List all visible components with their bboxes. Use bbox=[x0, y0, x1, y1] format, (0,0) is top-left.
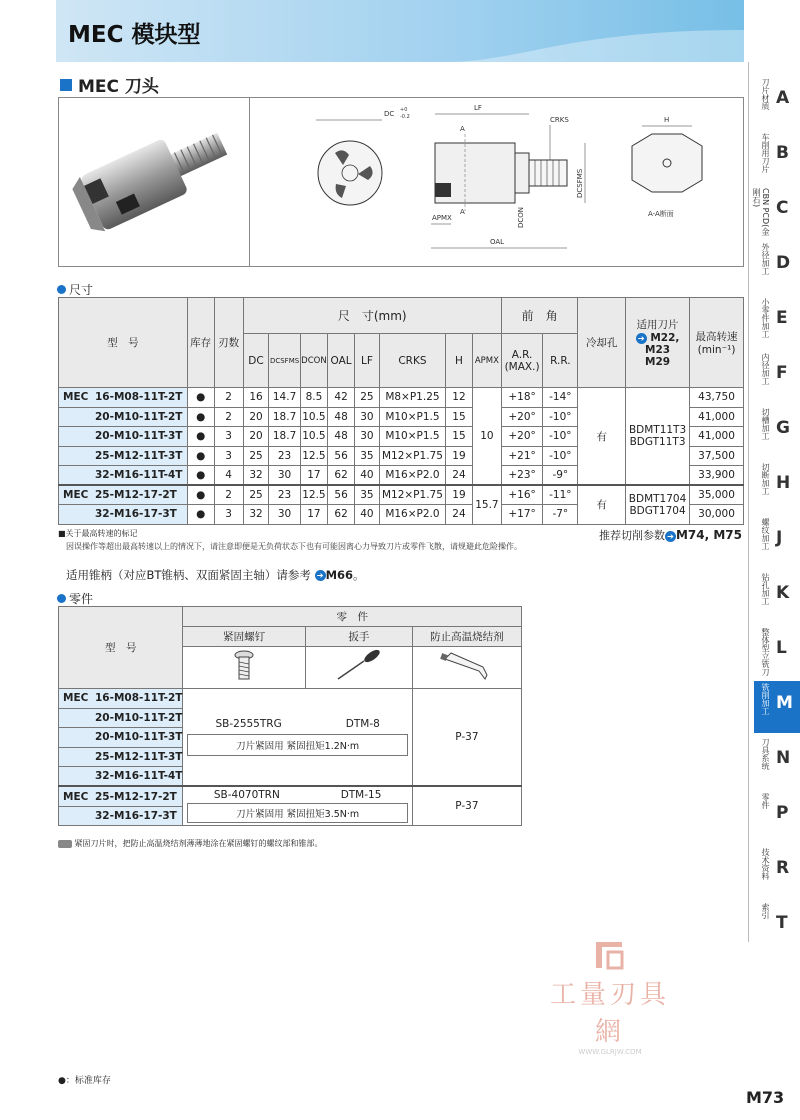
cell-oal: 48 bbox=[328, 427, 355, 447]
model-cell: MEC 16-M08-11T-2T bbox=[59, 689, 183, 709]
svg-text:DC: DC bbox=[384, 110, 395, 118]
table-row bbox=[59, 485, 744, 505]
cell-z: 2 bbox=[214, 407, 243, 427]
side-tab-g[interactable]: 切槽加工 G bbox=[761, 408, 790, 440]
cell-dc: 32 bbox=[243, 505, 269, 525]
cell-lf: 30 bbox=[355, 427, 380, 447]
parts-col-screw: 紧固螺钉 bbox=[183, 627, 305, 647]
cell-dc: 16 bbox=[243, 388, 269, 408]
svg-text:-0.2: -0.2 bbox=[400, 114, 410, 120]
cell-dcon: 12.5 bbox=[300, 446, 327, 466]
svg-text:A: A bbox=[460, 125, 465, 133]
cell-ar: +23° bbox=[501, 466, 542, 486]
cell-h: 24 bbox=[446, 505, 473, 525]
side-tab-c[interactable]: CBN PCD(金刚石) C bbox=[752, 188, 789, 236]
antiseize-image-cell bbox=[412, 647, 521, 689]
cell-lf: 35 bbox=[355, 485, 380, 505]
svg-text:A-A断面: A-A断面 bbox=[648, 210, 674, 218]
cell-oal: 56 bbox=[328, 485, 355, 505]
cell-dcon: 17 bbox=[300, 505, 327, 525]
model-cell: MEC 16-M08-11T-2T bbox=[59, 388, 188, 408]
cell-coolant: 有 bbox=[578, 485, 626, 524]
cell-dcsfms: 23 bbox=[269, 485, 300, 505]
screw-icon bbox=[232, 649, 256, 683]
watermark: 工量刃具網 WWW.GLRJW.COM bbox=[540, 940, 680, 1056]
cell-stock: ● bbox=[187, 485, 214, 505]
cell-crks: M16×P2.0 bbox=[379, 466, 445, 486]
col-teeth: 刃数 bbox=[214, 298, 243, 388]
model-cell: 25-M12-11T-3T bbox=[59, 747, 183, 767]
recommend-params: 推荐切削参数 ➔ M74, M75 bbox=[598, 528, 742, 542]
svg-text:DCSFMS: DCSFMS bbox=[576, 168, 584, 198]
side-tab-l[interactable]: 整体型立铣刀 L bbox=[761, 628, 787, 676]
dims-body bbox=[59, 388, 744, 525]
screw-wrench-cell: SB-2555TRG DTM-8 刀片紧固用 紧固扭矩1.2N·m bbox=[183, 689, 412, 787]
cell-insert: BDMT1704 BDGT1704 bbox=[625, 485, 689, 524]
cell-ar: +20° bbox=[501, 407, 542, 427]
cell-dcsfms: 18.7 bbox=[269, 427, 300, 447]
parts-table bbox=[58, 606, 522, 826]
cell-z: 2 bbox=[214, 388, 243, 408]
cell-speed: 37,500 bbox=[690, 446, 744, 466]
cell-speed: 33,900 bbox=[690, 466, 744, 486]
speed-warning: 因误操作等超出最高转速以上的情况下，请注意即便是无负荷状态下也有可能因离心力导致刀片或零件飞散，请规避此危险操作。 bbox=[66, 542, 522, 551]
cell-dcon: 17 bbox=[300, 466, 327, 486]
cell-dcon: 8.5 bbox=[300, 388, 327, 408]
model-cell: 20-M10-11T-3T bbox=[59, 728, 183, 748]
cell-dcon: 10.5 bbox=[300, 407, 327, 427]
wrench-icon bbox=[334, 649, 384, 683]
svg-text:CRKS: CRKS bbox=[550, 116, 569, 124]
side-tab-t[interactable]: 索引 T bbox=[761, 903, 788, 933]
cell-rr: -10° bbox=[543, 427, 578, 447]
cell-rr: -10° bbox=[543, 407, 578, 427]
model-cell: MEC 25-M12-17-2T bbox=[59, 485, 188, 505]
cell-crks: M16×P2.0 bbox=[379, 505, 445, 525]
cell-h: 19 bbox=[446, 485, 473, 505]
page-header bbox=[56, 0, 744, 62]
cell-ar: +16° bbox=[501, 485, 542, 505]
standard-stock-legend: ●：标准库存 bbox=[58, 1076, 111, 1086]
cell-lf: 40 bbox=[355, 505, 380, 525]
svg-text:H: H bbox=[664, 116, 670, 124]
svg-text:A: A bbox=[460, 208, 465, 216]
cell-ar: +18° bbox=[501, 388, 542, 408]
wrench-image-cell bbox=[305, 647, 412, 689]
model-cell: 32-M16-17-3T bbox=[59, 505, 188, 525]
col-speed: 最高转速 (min⁻¹) bbox=[690, 298, 744, 388]
svg-text:APMX: APMX bbox=[432, 214, 452, 222]
screw-image-cell bbox=[183, 647, 305, 689]
cell-h: 24 bbox=[446, 466, 473, 486]
cell-ar: +20° bbox=[501, 427, 542, 447]
cell-dcon: 10.5 bbox=[300, 427, 327, 447]
table-row bbox=[59, 689, 522, 709]
cell-dc: 25 bbox=[243, 485, 269, 505]
cell-stock: ● bbox=[187, 427, 214, 447]
cell-z: 2 bbox=[214, 485, 243, 505]
side-tab-a[interactable]: 刀片材质 A bbox=[761, 78, 790, 110]
tube-small-icon bbox=[58, 840, 72, 848]
cell-dc: 32 bbox=[243, 466, 269, 486]
cell-dc: 20 bbox=[243, 407, 269, 427]
side-tab-f[interactable]: 内径加工 F bbox=[761, 353, 788, 385]
parts-col-model: 型 号 bbox=[59, 607, 183, 689]
model-cell: 32-M16-17-3T bbox=[59, 806, 183, 826]
bullet-icon bbox=[57, 285, 66, 294]
cell-oal: 62 bbox=[328, 466, 355, 486]
parts-col-wrench: 扳手 bbox=[305, 627, 412, 647]
side-tab-r[interactable]: 技术资料 R bbox=[761, 848, 790, 880]
speed-mark-note: ■关于最高转速的标记 bbox=[58, 529, 138, 538]
cell-h: 15 bbox=[446, 407, 473, 427]
section-square-icon bbox=[60, 79, 72, 91]
svg-text:DCON: DCON bbox=[517, 206, 525, 228]
side-tab-p[interactable]: 零件 P bbox=[761, 793, 789, 823]
cell-dcsfms: 18.7 bbox=[269, 407, 300, 427]
parts-col-parts: 零 件 bbox=[183, 607, 522, 627]
cell-rr: -9° bbox=[543, 466, 578, 486]
model-cell: 25-M12-11T-3T bbox=[59, 446, 188, 466]
parts-body bbox=[59, 689, 522, 826]
cell-dcsfms: 30 bbox=[269, 505, 300, 525]
cell-rr: -11° bbox=[543, 485, 578, 505]
cell-lf: 30 bbox=[355, 407, 380, 427]
cell-crks: M10×P1.5 bbox=[379, 407, 445, 427]
col-angle: 前 角 bbox=[501, 298, 578, 334]
bullet-icon bbox=[57, 594, 66, 603]
col-dims: 尺 寸(mm) bbox=[243, 298, 501, 334]
cell-speed: 43,750 bbox=[690, 388, 744, 408]
cell-speed: 41,000 bbox=[690, 427, 744, 447]
cell-crks: M12×P1.75 bbox=[379, 446, 445, 466]
model-cell: 20-M10-11T-2T bbox=[59, 407, 188, 427]
page-number: M73 bbox=[746, 1088, 785, 1107]
cell-ar: +17° bbox=[501, 505, 542, 525]
table-row bbox=[59, 388, 744, 408]
col-coolant: 冷却孔 bbox=[578, 298, 626, 388]
model-cell: 20-M10-11T-3T bbox=[59, 427, 188, 447]
dimensions-table: 型 号 库存 刃数 尺 寸(mm) 前 角 冷却孔 适用刀片 ➔ M22, M23 M29 最高转速 (min⁻¹) DC DCSFMS DCON OAL LF CRKS H APMX A.R. (MAX.) R.R. MEC 16-M08-11T-2T ● 2 16 14.7 8.5 42 25 M8×P1.25 12 10 +18° -14° 有 BDMT11T3 BDGT11T3 43,750 20-M10-11T-2T ● 2 20 18.7 10.5 48 30 M10×P1.5 15 +20° -10° 41,000 20-M10-11T-3T ● 3 20 18.7 10.5 48 30 M10×P1.5 15 +20° -10° 41,000 25-M12-11T-3T ● 3 25 23 12.5 56 35 M12×P1.75 19 +21° -10° 37,500 32-M16-11T-4T ● 4 32 30 17 62 40 M16×P2.0 24 +23° -9° 33,900 MEC 25-M12-17-2T ● 2 25 23 12.5 56 35 M12×P1.75 19 15.7 +16° -11° 有 BDMT1704 BDGT1704 35,000 32-M16-17-3T ● 3 32 30 17 62 40 M16×P2.0 24 +17° -7° 30,000 bbox=[58, 297, 744, 525]
cell-crks: M12×P1.75 bbox=[379, 485, 445, 505]
side-tab-j[interactable]: 螺纹加工 J bbox=[761, 518, 783, 550]
cell-crks: M10×P1.5 bbox=[379, 427, 445, 447]
watermark-logo-icon bbox=[592, 940, 628, 970]
cell-h: 15 bbox=[446, 427, 473, 447]
cell-apmx: 10 bbox=[472, 388, 501, 486]
technical-drawing bbox=[249, 97, 744, 267]
cell-dcon: 12.5 bbox=[300, 485, 327, 505]
cell-z: 4 bbox=[214, 466, 243, 486]
cell-h: 19 bbox=[446, 446, 473, 466]
col-model: 型 号 bbox=[59, 298, 188, 388]
side-tab-k[interactable]: 钻孔加工 K bbox=[761, 573, 790, 605]
parts-heading: 零件 bbox=[57, 590, 93, 607]
page-title: MEC 模块型 bbox=[68, 22, 201, 48]
tube-icon bbox=[439, 649, 495, 683]
header-wave-decoration bbox=[444, 30, 744, 62]
cell-speed: 30,000 bbox=[690, 505, 744, 525]
cell-stock: ● bbox=[187, 407, 214, 427]
side-tab-m[interactable]: 铣削加工 M bbox=[754, 681, 800, 733]
cell-stock: ● bbox=[187, 446, 214, 466]
parts-note: 紧固刀片时，把防止高温烧结剂薄薄地涂在紧固螺钉的螺纹部和锥部。 bbox=[58, 838, 323, 849]
cell-apmx: 15.7 bbox=[472, 485, 501, 524]
col-insert: 适用刀片 ➔ M22, M23 M29 bbox=[625, 298, 689, 388]
cell-coolant: 有 bbox=[578, 388, 626, 486]
cell-stock: ● bbox=[187, 388, 214, 408]
cell-oal: 56 bbox=[328, 446, 355, 466]
cell-ar: +21° bbox=[501, 446, 542, 466]
model-cell: 32-M16-11T-4T bbox=[59, 466, 188, 486]
cell-crks: M8×P1.25 bbox=[379, 388, 445, 408]
model-cell: 32-M16-11T-4T bbox=[59, 767, 183, 787]
cell-dc: 20 bbox=[243, 427, 269, 447]
cell-stock: ● bbox=[187, 505, 214, 525]
cell-z: 3 bbox=[214, 427, 243, 447]
cell-dc: 25 bbox=[243, 446, 269, 466]
cell-insert: BDMT11T3 BDGT11T3 bbox=[625, 388, 689, 486]
screw-wrench-cell: SB-4070TRN DTM-15 刀片紧固用 紧固扭矩3.5N·m bbox=[183, 786, 412, 825]
cell-speed: 35,000 bbox=[690, 485, 744, 505]
cell-stock: ● bbox=[187, 466, 214, 486]
cell-rr: -14° bbox=[543, 388, 578, 408]
section-title: MEC 刀头 bbox=[78, 77, 159, 97]
col-stock: 库存 bbox=[187, 298, 214, 388]
cell-rr: -10° bbox=[543, 446, 578, 466]
side-tab-n[interactable]: 刀具系统 N bbox=[761, 738, 791, 770]
antiseize-cell: P-37 bbox=[412, 689, 521, 787]
cell-h: 12 bbox=[446, 388, 473, 408]
cell-oal: 48 bbox=[328, 407, 355, 427]
cell-rr: -7° bbox=[543, 505, 578, 525]
svg-text:OAL: OAL bbox=[490, 238, 505, 246]
applicable-note: 适用锥柄（对应BT锥柄、双面紧固主轴）请参考 ➔ M66。 bbox=[66, 568, 365, 582]
parts-col-antiseize: 防止高温烧结剂 bbox=[412, 627, 521, 647]
cell-z: 3 bbox=[214, 446, 243, 466]
cell-oal: 62 bbox=[328, 505, 355, 525]
model-cell: MEC 25-M12-17-2T bbox=[59, 786, 183, 806]
cell-oal: 42 bbox=[328, 388, 355, 408]
svg-text:+0: +0 bbox=[400, 107, 408, 113]
table-row bbox=[59, 786, 522, 806]
dims-heading: 尺寸 bbox=[57, 281, 93, 298]
side-divider bbox=[748, 62, 749, 942]
cell-lf: 25 bbox=[355, 388, 380, 408]
side-tab-h[interactable]: 切断加工 H bbox=[761, 463, 791, 495]
cell-z: 3 bbox=[214, 505, 243, 525]
side-tab-d[interactable]: 外径加工 D bbox=[761, 243, 791, 275]
cell-dcsfms: 14.7 bbox=[269, 388, 300, 408]
product-photo bbox=[58, 97, 250, 267]
antiseize-cell: P-37 bbox=[412, 786, 521, 825]
cell-speed: 41,000 bbox=[690, 407, 744, 427]
cell-dcsfms: 23 bbox=[269, 446, 300, 466]
side-tab-e[interactable]: 小零件加工 E bbox=[761, 298, 788, 338]
milling-head-image bbox=[59, 98, 249, 266]
dimension-drawing bbox=[250, 98, 743, 266]
cell-lf: 40 bbox=[355, 466, 380, 486]
side-tab-b[interactable]: 车削用刀片 B bbox=[761, 133, 789, 173]
cell-lf: 35 bbox=[355, 446, 380, 466]
svg-text:LF: LF bbox=[474, 104, 482, 112]
section-heading bbox=[60, 72, 159, 97]
cell-dcsfms: 30 bbox=[269, 466, 300, 486]
model-cell: 20-M10-11T-2T bbox=[59, 708, 183, 728]
